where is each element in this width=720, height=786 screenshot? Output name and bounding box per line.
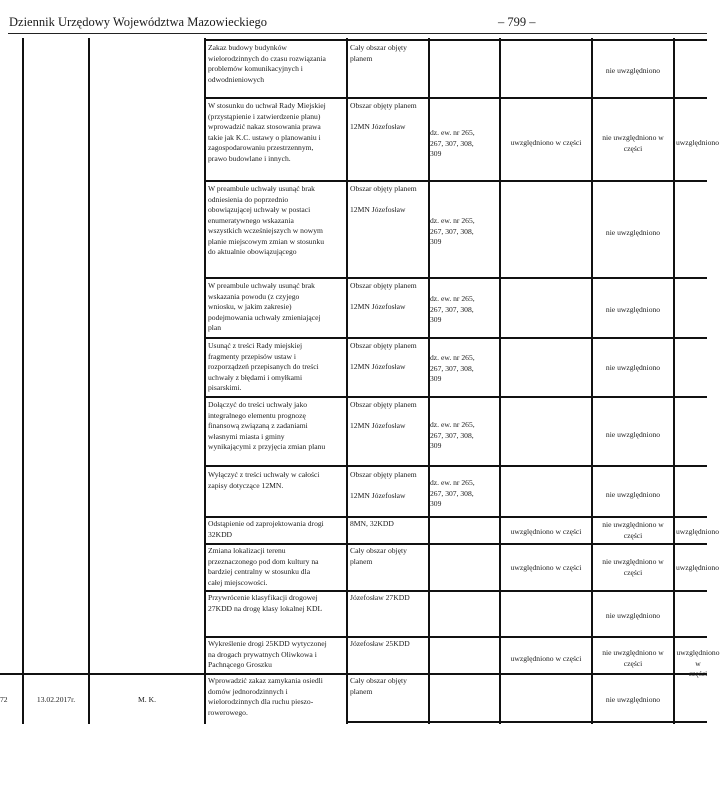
row-border <box>204 636 707 638</box>
council-decision: nie uwzględniono w części <box>602 557 664 577</box>
row-border <box>204 465 707 467</box>
extra-decision: uwzględniono <box>676 563 720 572</box>
column-line <box>673 38 675 724</box>
remark-description: W preambule uchwały usunąć brak odniesienia do poprzednio obowiązującej uchwały w postaci enumeratywnego wskazania wszystkich wcześniejszych w nowym planie miejscowym zmian w stosunku do aktualnie obowiązującego <box>208 184 324 256</box>
remark-area: Obszar objęty planem 12MN Józefosław <box>350 184 417 214</box>
row-border <box>204 543 707 545</box>
entry-number: 72 <box>0 695 8 704</box>
mayor-decision: uwzględniono w części <box>510 563 582 572</box>
row-border <box>204 277 707 279</box>
remark-description: Usunąć z treści Rady miejskiej fragmenty przepisów ustaw i rozporządzeń przepisanych do treści uchwały z błędami i omyłkami pisarskimi. <box>208 341 319 392</box>
mayor-decision: uwzględniono w części <box>510 138 582 147</box>
remark-description: Odstąpienie od zaprojektowania drogi 32KDD <box>208 519 324 539</box>
remark-area: Obszar objęty planem 12MN Józefosław <box>350 341 417 371</box>
parcel-numbers: dz. ew. nr 265, 267, 307, 308, 309 <box>430 420 475 450</box>
remark-description: Przywrócenie klasyfikacji drogowej 27KDD na drogę klasy lokalnej KDL <box>208 593 323 613</box>
page-number: – 799 – <box>498 15 536 29</box>
council-decision: nie uwzględniono <box>605 305 661 314</box>
entry-author: M. K. <box>138 695 156 704</box>
column-line <box>591 38 593 724</box>
row-border <box>204 180 707 182</box>
extra-decision: uwzględniono <box>676 138 720 147</box>
council-decision: nie uwzględniono <box>605 695 661 704</box>
council-decision: nie uwzględniono <box>605 363 661 372</box>
remark-area: Cały obszar objęty planem <box>350 546 407 566</box>
remark-description: Zakaz budowy budynków wielorodzinnych do czasu rozwiązania problemów komunikacyjnych i odwodnieniowych <box>208 43 326 84</box>
council-decision: nie uwzględniono <box>605 430 661 439</box>
council-decision: nie uwzględniono <box>605 490 661 499</box>
parcel-numbers: dz. ew. nr 265, 267, 307, 308, 309 <box>430 216 475 246</box>
council-decision: nie uwzględniono <box>605 66 661 75</box>
parcel-numbers: dz. ew. nr 265, 267, 307, 308, 309 <box>430 478 475 508</box>
remark-area: 8MN, 32KDD <box>350 519 394 528</box>
column-line <box>22 38 24 724</box>
remark-area: Obszar objęty planem 12MN Józefosław <box>350 400 417 430</box>
council-decision: nie uwzględniono <box>605 228 661 237</box>
council-decision: nie uwzględniono w części <box>602 648 664 668</box>
column-line <box>499 38 501 724</box>
row-border <box>204 516 707 518</box>
mayor-decision: uwzględniono w części <box>510 654 582 663</box>
remark-description: W stosunku do uchwał Rady Miejskiej (przystąpienie i zatwierdzenie planu) wprowadzić nakaz stosowania prawa takie jak K.C. ustawy o planowaniu i zagospodarowaniu przestrzennym, prawo budowlane i innych. <box>208 101 326 163</box>
row-border <box>204 337 707 339</box>
journal-title: Dziennik Urzędowy Województwa Mazowieckiego <box>9 15 268 29</box>
row-border <box>204 97 707 99</box>
remark-description: Wprowadzić zakaz zamykania osiedli domów jednorodzinnych i wielorodzinnych dla ruchu pieszo- rowerowego. <box>208 676 323 717</box>
row-border <box>204 590 707 592</box>
remark-area: Obszar objęty planem 12MN Józefosław <box>350 101 417 131</box>
remark-area: Cały obszar objęty planem <box>350 43 407 63</box>
row-border <box>346 721 707 723</box>
remark-description: Zmiana lokalizacji terenu przeznaczonego pod dom kultury na bardziej centralny w stosunku dla całej miejscowości. <box>208 546 319 587</box>
remark-description: W preambule uchwały usunąć brak wskazania powodu (z czyjego wniosku, w jakim zakresie) podejmowania uchwały zmieniającej plan <box>208 281 321 332</box>
parcel-numbers: dz. ew. nr 265, 267, 307, 308, 309 <box>430 128 475 158</box>
row-border <box>0 673 707 675</box>
parcel-numbers: dz. ew. nr 265, 267, 307, 308, 309 <box>430 353 475 383</box>
column-line <box>204 38 206 724</box>
remark-area: Józefosław 25KDD <box>350 639 410 648</box>
extra-decision: uwzględniono <box>676 527 720 536</box>
entry-date: 13.02.2017r. <box>36 695 76 704</box>
remark-description: Wyłączyć z treści uchwały w całości zapisy dotyczące 12MN. <box>208 470 320 490</box>
council-decision: nie uwzględniono <box>605 611 661 620</box>
row-border <box>204 39 707 41</box>
remark-area: Obszar objęty planem 12MN Józefosław <box>350 470 417 500</box>
extra-decision: uwzględniono w części <box>676 648 720 678</box>
council-decision: nie uwzględniono w części <box>602 520 664 540</box>
column-line <box>88 38 90 724</box>
remark-description: Wykreślenie drogi 25KDD wytyczonej na drogach prywatnych Oliwkowa i Pachnącego Groszku <box>208 639 327 669</box>
header-rule <box>8 33 707 34</box>
council-decision: nie uwzględniono w części <box>602 133 664 153</box>
parcel-numbers: dz. ew. nr 265, 267, 307, 308, 309 <box>430 294 475 324</box>
mayor-decision: uwzględniono w części <box>510 527 582 536</box>
remark-area: Józefosław 27KDD <box>350 593 410 602</box>
row-border <box>204 396 707 398</box>
remark-area: Cały obszar objęty planem <box>350 676 407 696</box>
remark-description: Dołączyć do treści uchwały jako integralnego elementu prognozę finansową związaną z zadaniami własnymi miasta i gminy wynikającymi z przyjęcia zmian planu <box>208 400 326 451</box>
remark-area: Obszar objęty planem 12MN Józefosław <box>350 281 417 311</box>
